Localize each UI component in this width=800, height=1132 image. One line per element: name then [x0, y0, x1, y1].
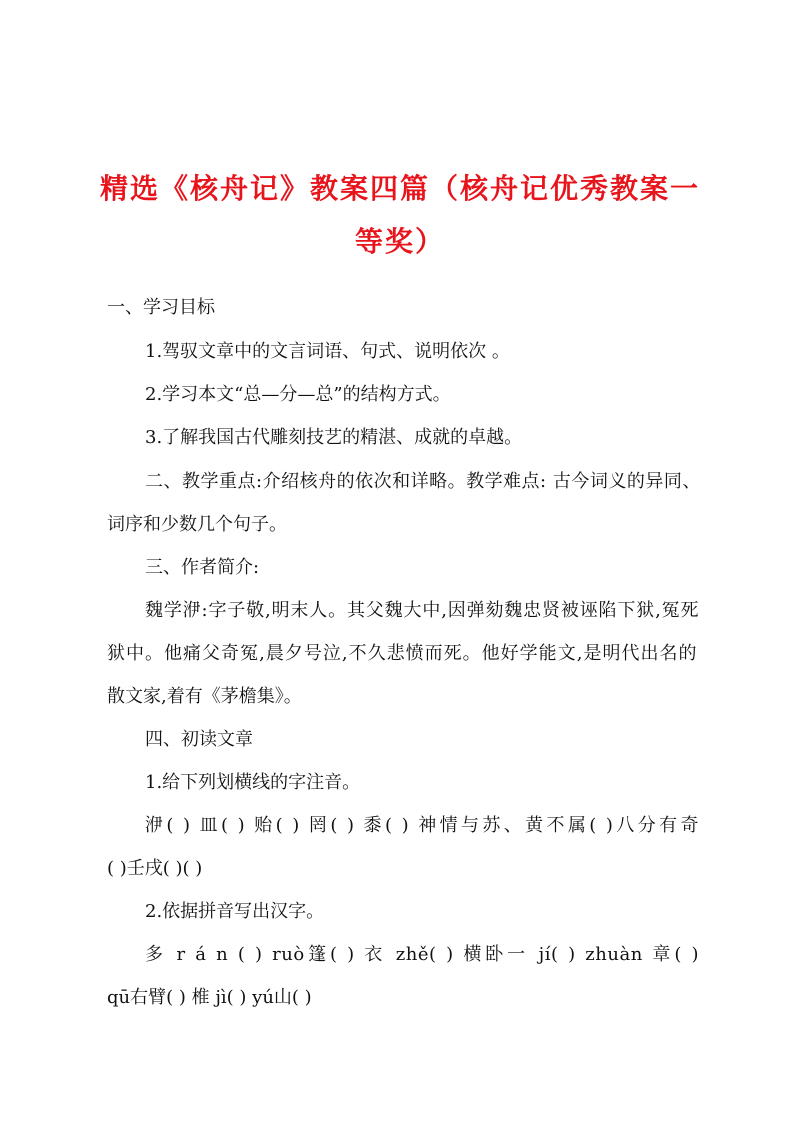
section-heading-learning-goals: 一、学习目标 — [107, 297, 215, 318]
teaching-focus-line-2: 词序和少数几个句子。 — [107, 514, 287, 535]
author-paragraph-line-1: 魏学洢:字子敬,明末人。其父魏大中,因弹劾魏忠贤被诬陷下狱,冤死 — [145, 600, 699, 621]
document-title-line-1: 精选《核舟记》教案四篇（核舟记优秀教案一 — [100, 172, 701, 205]
document-title-line-2: 等奖） — [354, 225, 445, 258]
author-paragraph-line-2: 狱中。他痛父奇冤,晨夕号泣,不久悲愤而死。他好学能文,是明代出名的 — [107, 643, 697, 664]
goal-item-1: 1.驾驭文章中的文言词语、句式、说明依次 。 — [145, 341, 510, 362]
exercise-1-line-1: 洢( ) 皿( ) 贻( ) 罔( ) 黍( ) 神情与苏、黄不属( )八分有奇 — [145, 815, 699, 836]
goal-item-2: 2.学习本文“总—分—总”的结构方式。 — [145, 384, 451, 405]
goal-item-3: 3.了解我国古代雕刻技艺的精湛、成就的卓越。 — [145, 427, 523, 448]
exercise-2-line-1: 多 r á n ( ) ruò篷( ) 衣 zhě( ) 横卧一 jí( ) zhuàn 章( ) — [145, 944, 699, 965]
exercise-2-instruction: 2.依据拼音写出汉字。 — [145, 901, 325, 922]
section-heading-author: 三、作者简介: — [145, 557, 260, 578]
section-heading-first-reading: 四、初读文章 — [145, 729, 253, 750]
exercise-1-instruction: 1.给下列划横线的字注音。 — [145, 772, 361, 793]
author-paragraph-line-3: 散文家,着有《茅檐集》。 — [107, 686, 302, 707]
exercise-1-line-2: ( )壬戌( )( ) — [107, 858, 203, 879]
teaching-focus-line-1: 二、教学重点:介绍核舟的依次和详略。教学难点: 古今词义的异同、 — [145, 471, 701, 492]
exercise-2-line-2: qū右臂( ) 椎 jì( ) yú山( ) — [107, 987, 312, 1008]
